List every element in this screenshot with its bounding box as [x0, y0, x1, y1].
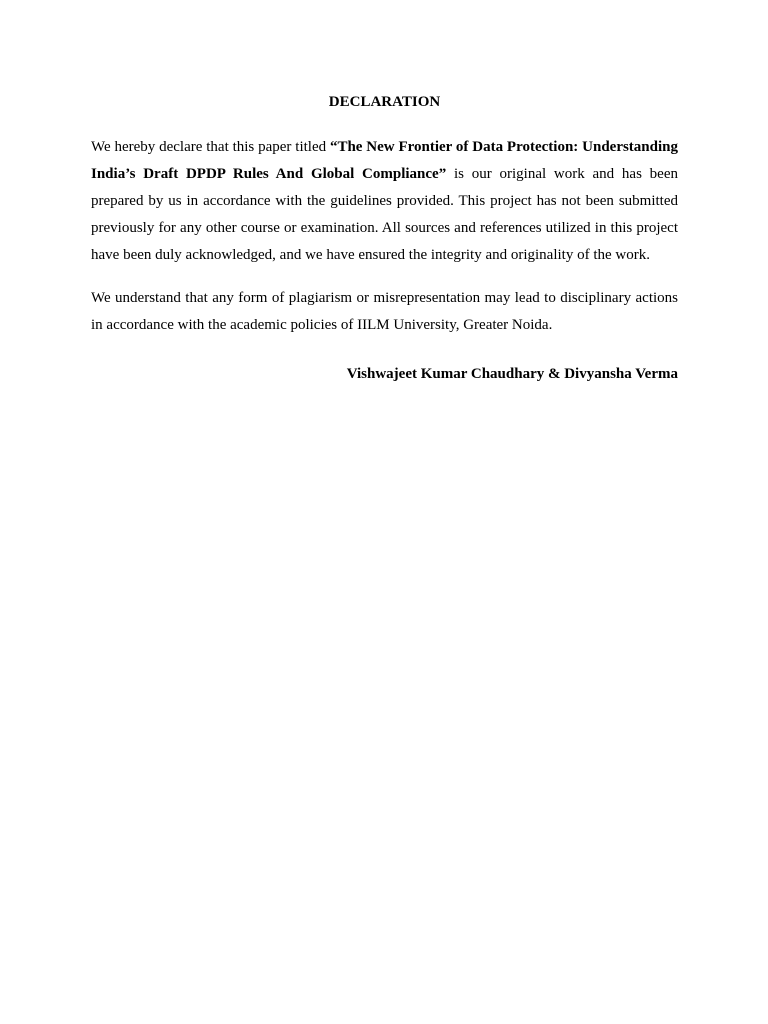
document-body: [91, 93, 678, 383]
declaration-paragraph: [91, 134, 678, 269]
paper-title: “The New Frontier of Data Protection: Understanding India’s Draft DPDP Rules And Global Compliance”: [91, 139, 678, 182]
plagiarism-paragraph: We understand that any form of plagiarism or misrepresentation may lead to disciplinary actions in accordance with the academic policies of IILM University, Greater Noida.: [91, 290, 678, 333]
paragraph-body-text: is our original work and has been prepared by us in accordance with the guidelines provided. This project has not been submitted previously for any other course or examination. All sources and references utilized in this project have been duly acknowledged, and we have ensured the integrity and originality of the work.: [91, 166, 678, 263]
page-title: DECLARATION: [328, 94, 441, 110]
author-signature: Vishwajeet Kumar Chaudhary & Divyansha Verma: [346, 366, 678, 382]
paragraph-intro-text: We hereby declare that this paper titled: [91, 139, 330, 155]
